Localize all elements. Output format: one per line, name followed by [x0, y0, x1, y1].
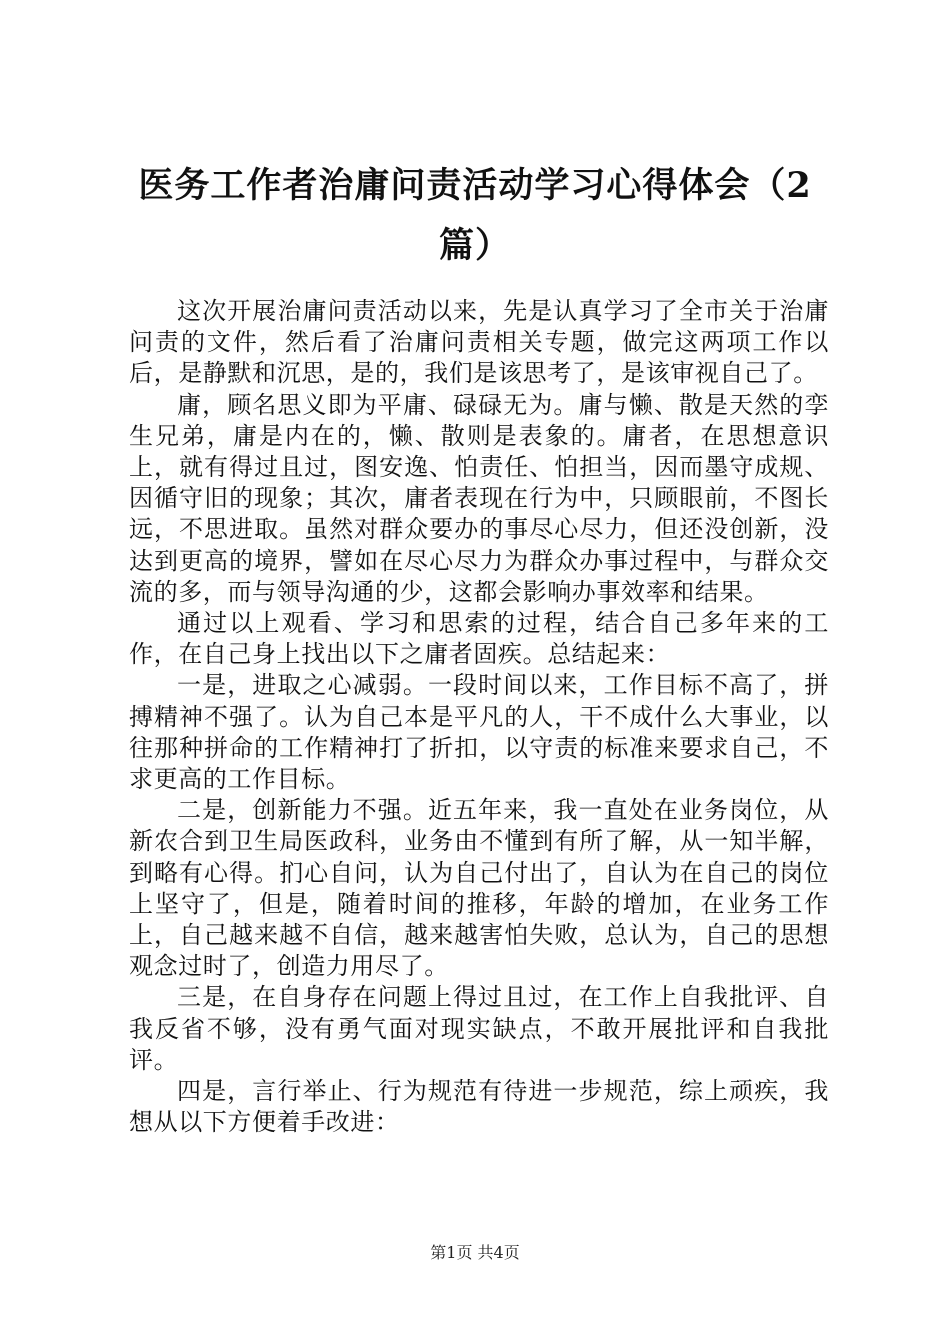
paragraph-point-three: 三是，在自身存在问题上得过且过，在工作上自我批评、自我反省不够，没有勇气面对现实缺点，不敢开展批评和自我批评。: [129, 983, 829, 1074]
document-body: [129, 296, 829, 1138]
paragraph-point-two: 二是，创新能力不强。近五年来，我一直处在业务岗位，从新农合到卫生局医政科，业务由不懂到有所了解，从一知半解，到略有心得。扪心自问，认为自己付出了，自认为在自己的岗位上坚守了，但是，随着时间的推移，年龄的增加，在业务工作上，自己越来越不自信，越来越害怕失败，总认为，自己的思想观念过时了，创造力用尽了。: [129, 796, 829, 981]
page-number-footer: 第1页 共4页: [430, 1243, 520, 1262]
paragraph-point-four: 四是，言行举止、行为规范有待进一步规范，综上顽疾，我想从以下方便着手改进：: [129, 1077, 829, 1137]
paragraph-definition: 庸，顾名思义即为平庸、碌碌无为。庸与懒、散是天然的孪生兄弟，庸是内在的，懒、散则是表象的。庸者，在思想意识上，就有得过且过，图安逸、怕责任、怕担当，因而墨守成规、因循守旧的现象；其次，庸者表现在行为中，只顾眼前，不图长远，不思进取。虽然对群众要办的事尽心尽力，但还没创新，没达到更高的境界，譬如在尽心尽力为群众办事过程中，与群众交流的多，而与领导沟通的少，这都会影响办事效率和结果。: [129, 390, 829, 606]
document-title: 医务工作者治庸问责活动学习心得体会（2篇）: [138, 165, 812, 266]
paragraph-intro: 这次开展治庸问责活动以来，先是认真学习了全市关于治庸问责的文件，然后看了治庸问责相关专题，做完这两项工作以后，是静默和沉思，是的，我们是该思考了，是该审视自己了。: [129, 297, 829, 388]
paragraph-point-one: 一是，进取之心减弱。一段时间以来，工作目标不高了，拼搏精神不强了。认为自己本是平凡的人，干不成什么大事业，以往那种拼命的工作精神打了折扣，以守责的标准来要求自己，不求更高的工作目标。: [129, 671, 829, 794]
paragraph-summary: 通过以上观看、学习和思索的过程，结合自己多年来的工作，在自己身上找出以下之庸者固疾。总结起来：: [129, 609, 829, 669]
